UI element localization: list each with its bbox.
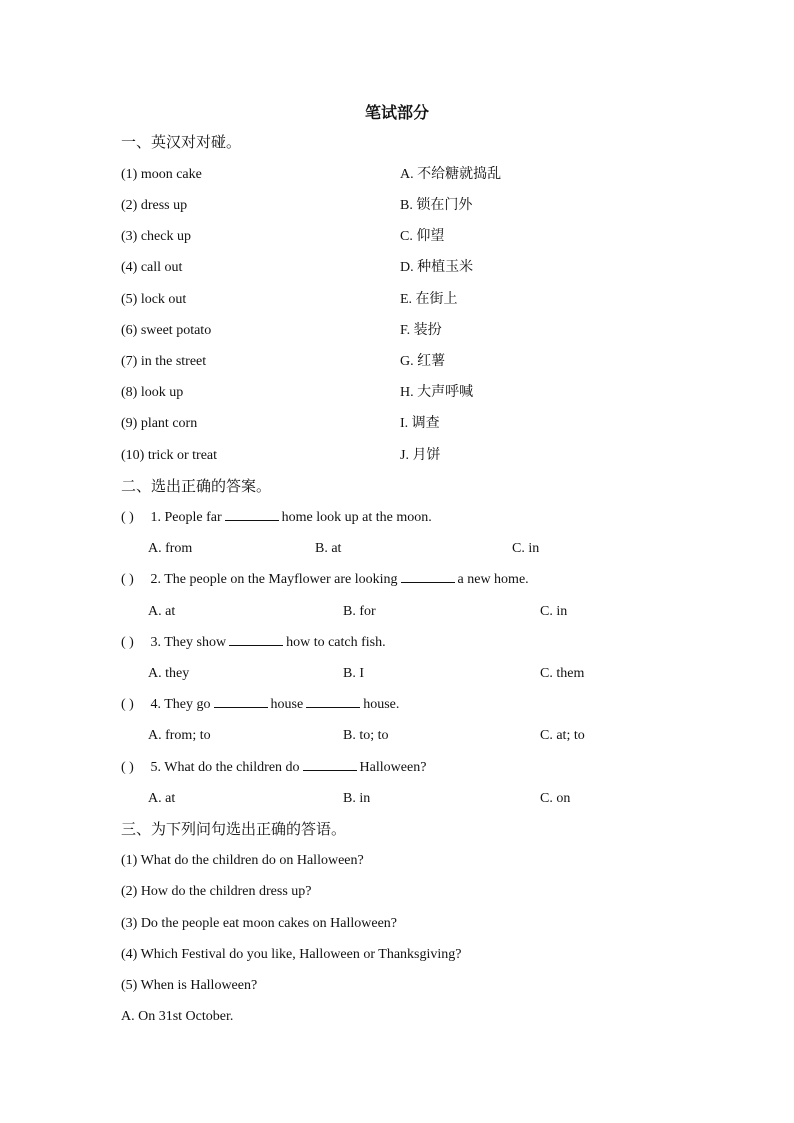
option-c: C. at; to bbox=[540, 728, 585, 743]
match-right-item: H. 大声呼喊 bbox=[400, 385, 474, 400]
answer-paren[interactable]: ( ) bbox=[121, 697, 134, 712]
question-text: home look up at the moon. bbox=[281, 510, 432, 525]
section3-answer: A. On 31st October. bbox=[121, 1009, 234, 1024]
section3-item: (2) How do the children dress up? bbox=[121, 884, 312, 899]
page-title: 笔试部分 bbox=[364, 105, 429, 122]
question-1 bbox=[121, 508, 432, 528]
section3-heading: 三、为下列问句选出正确的答语。 bbox=[121, 822, 347, 838]
match-right-item: B. 锁在门外 bbox=[400, 198, 473, 213]
match-left-item: (7) in the street bbox=[121, 354, 207, 369]
match-right-item: G. 红薯 bbox=[400, 354, 446, 369]
match-right-item: D. 种植玉米 bbox=[400, 260, 474, 275]
question-5 bbox=[121, 758, 426, 778]
section1-heading: 一、英汉对对碰。 bbox=[121, 135, 242, 151]
match-right-item: J. 月饼 bbox=[400, 448, 441, 463]
section3-item: (3) Do the people eat moon cakes on Halloween? bbox=[121, 916, 398, 931]
answer-blank[interactable] bbox=[303, 758, 357, 771]
option-a: A. they bbox=[148, 666, 190, 681]
option-c: C. in bbox=[540, 604, 568, 619]
option-b: B. at bbox=[315, 541, 342, 556]
answer-paren[interactable]: ( ) bbox=[121, 635, 134, 650]
answer-paren[interactable]: ( ) bbox=[121, 572, 134, 587]
section3-item: (4) Which Festival do you like, Halloween or Thanksgiving? bbox=[121, 947, 462, 962]
option-c: C. in bbox=[512, 541, 540, 556]
option-b: B. in bbox=[343, 791, 371, 806]
question-text: Halloween? bbox=[359, 760, 427, 775]
answer-paren[interactable]: ( ) bbox=[121, 760, 134, 775]
section2-heading: 二、选出正确的答案。 bbox=[121, 479, 272, 495]
question-text: how to catch fish. bbox=[286, 635, 386, 650]
match-right-item: C. 仰望 bbox=[400, 229, 445, 244]
section3-item: (1) What do the children do on Halloween? bbox=[121, 853, 364, 868]
answer-paren[interactable]: ( ) bbox=[121, 510, 134, 525]
option-c: C. them bbox=[540, 666, 585, 681]
match-right-item: A. 不给糖就捣乱 bbox=[400, 167, 502, 182]
match-right-item: F. 装扮 bbox=[400, 323, 442, 338]
match-left-item: (9) plant corn bbox=[121, 416, 198, 431]
answer-blank[interactable] bbox=[229, 633, 283, 646]
option-b: B. for bbox=[343, 604, 376, 619]
match-left-item: (1) moon cake bbox=[121, 167, 202, 182]
match-left-item: (8) look up bbox=[121, 385, 184, 400]
option-a: A. from bbox=[148, 541, 193, 556]
section3-item: (5) When is Halloween? bbox=[121, 978, 258, 993]
match-left-item: (4) call out bbox=[121, 260, 183, 275]
question-3 bbox=[121, 633, 386, 653]
answer-blank[interactable] bbox=[214, 695, 268, 708]
question-text: 1. People far bbox=[150, 510, 222, 525]
option-a: A. at bbox=[148, 604, 176, 619]
match-right-item: I. 调查 bbox=[400, 416, 440, 431]
question-text: a new home. bbox=[457, 572, 529, 587]
answer-blank[interactable] bbox=[401, 570, 455, 583]
answer-blank[interactable] bbox=[306, 695, 360, 708]
option-b: B. to; to bbox=[343, 728, 389, 743]
match-left-item: (3) check up bbox=[121, 229, 191, 244]
option-a: A. at bbox=[148, 791, 176, 806]
option-a: A. from; to bbox=[148, 728, 211, 743]
match-left-item: (2) dress up bbox=[121, 198, 188, 213]
answer-blank[interactable] bbox=[225, 508, 279, 521]
question-4 bbox=[121, 695, 399, 715]
match-left-item: (10) trick or treat bbox=[121, 448, 218, 463]
match-left-item: (6) sweet potato bbox=[121, 323, 212, 338]
question-text: 5. What do the children do bbox=[150, 760, 300, 775]
option-b: B. I bbox=[343, 666, 364, 681]
question-text: 2. The people on the Mayflower are looking bbox=[150, 572, 398, 587]
option-c: C. on bbox=[540, 791, 571, 806]
question-text: 4. They go bbox=[150, 697, 211, 712]
question-2 bbox=[121, 570, 529, 590]
question-text: house bbox=[270, 697, 304, 712]
question-text: house. bbox=[363, 697, 400, 712]
question-text: 3. They show bbox=[150, 635, 227, 650]
match-left-item: (5) lock out bbox=[121, 292, 187, 307]
match-right-item: E. 在街上 bbox=[400, 292, 458, 307]
